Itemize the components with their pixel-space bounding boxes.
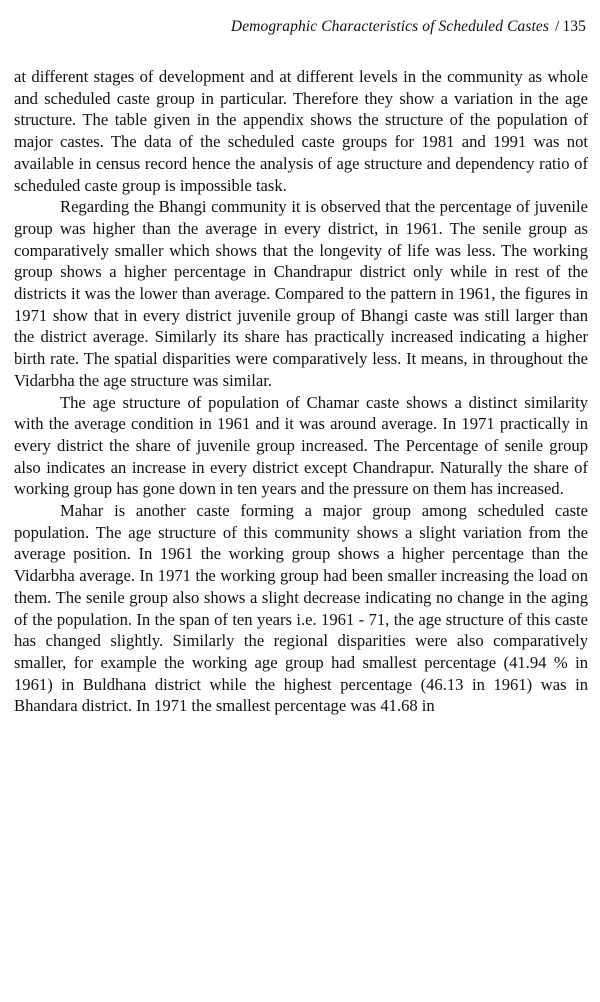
header-separator: / <box>555 18 560 35</box>
paragraph-continued: at different stages of development and at different levels in the community as whole and scheduled caste group in particular. Therefore they show a variation in the age structure. The table given in the appendix shows the structure of the population of major castes. The data of the scheduled caste groups for 1981 and 1991 was not available in census record hence the analysis of age structure and dependency ratio of scheduled caste group is impossible task. <box>14 67 588 195</box>
paragraph-chamar: The age structure of population of Chamar caste shows a distinct similarity with the average condition in 1961 and it was around average. In 1971 practically in every district the share of juvenile group increased. The Percentage of senile group also indicates an increase in every district except Chandrapur. Naturally the share of working group has gone down in ten years and the pressure on them has increased. <box>14 392 588 499</box>
running-title: Demographic Characteristics of Scheduled Castes <box>230 18 550 35</box>
page-number: 135 <box>562 18 586 35</box>
paragraph-bhangi: Regarding the Bhangi community it is observed that the percentage of juvenile group was higher than the average in every district, in 1961. The senile group as comparatively smaller which shows that the longevity of life was less. The working group shows a higher percentage in Chandrapur district only while in rest of the districts it was the lower than average. Compared to the pattern in 1961, the figures in 1971 show that in every district juvenile group of Bhangi caste was still larger than the district average. Similarly its share has practically increased indicating a higher birth rate. The spatial disparities were comparatively less. It means, in throughout the Vidarbha the age structure was similar. <box>14 197 588 390</box>
paragraph-mahar: Mahar is another caste forming a major group among scheduled caste population. The age structure of this community shows a slight variation from the average position. In 1961 the working group shows a higher percentage than the Vidarbha average. In 1971 the working group had been smaller increasing the load on them. The senile group also shows a slight decrease indicating no change in the aging of the population. In the span of ten years i.e. 1961 - 71, the age structure of this caste has changed slightly. Similarly the regional disparities were also comparatively smaller, for example the working age group had smallest percentage (41.94 % in 1961) in Buldhana district while the highest percentage (46.13 in 1961) was in Bhandara district. In 1971 the smallest percentage was 41.68 in <box>14 501 588 716</box>
running-header <box>231 18 586 36</box>
body-text <box>14 66 588 717</box>
